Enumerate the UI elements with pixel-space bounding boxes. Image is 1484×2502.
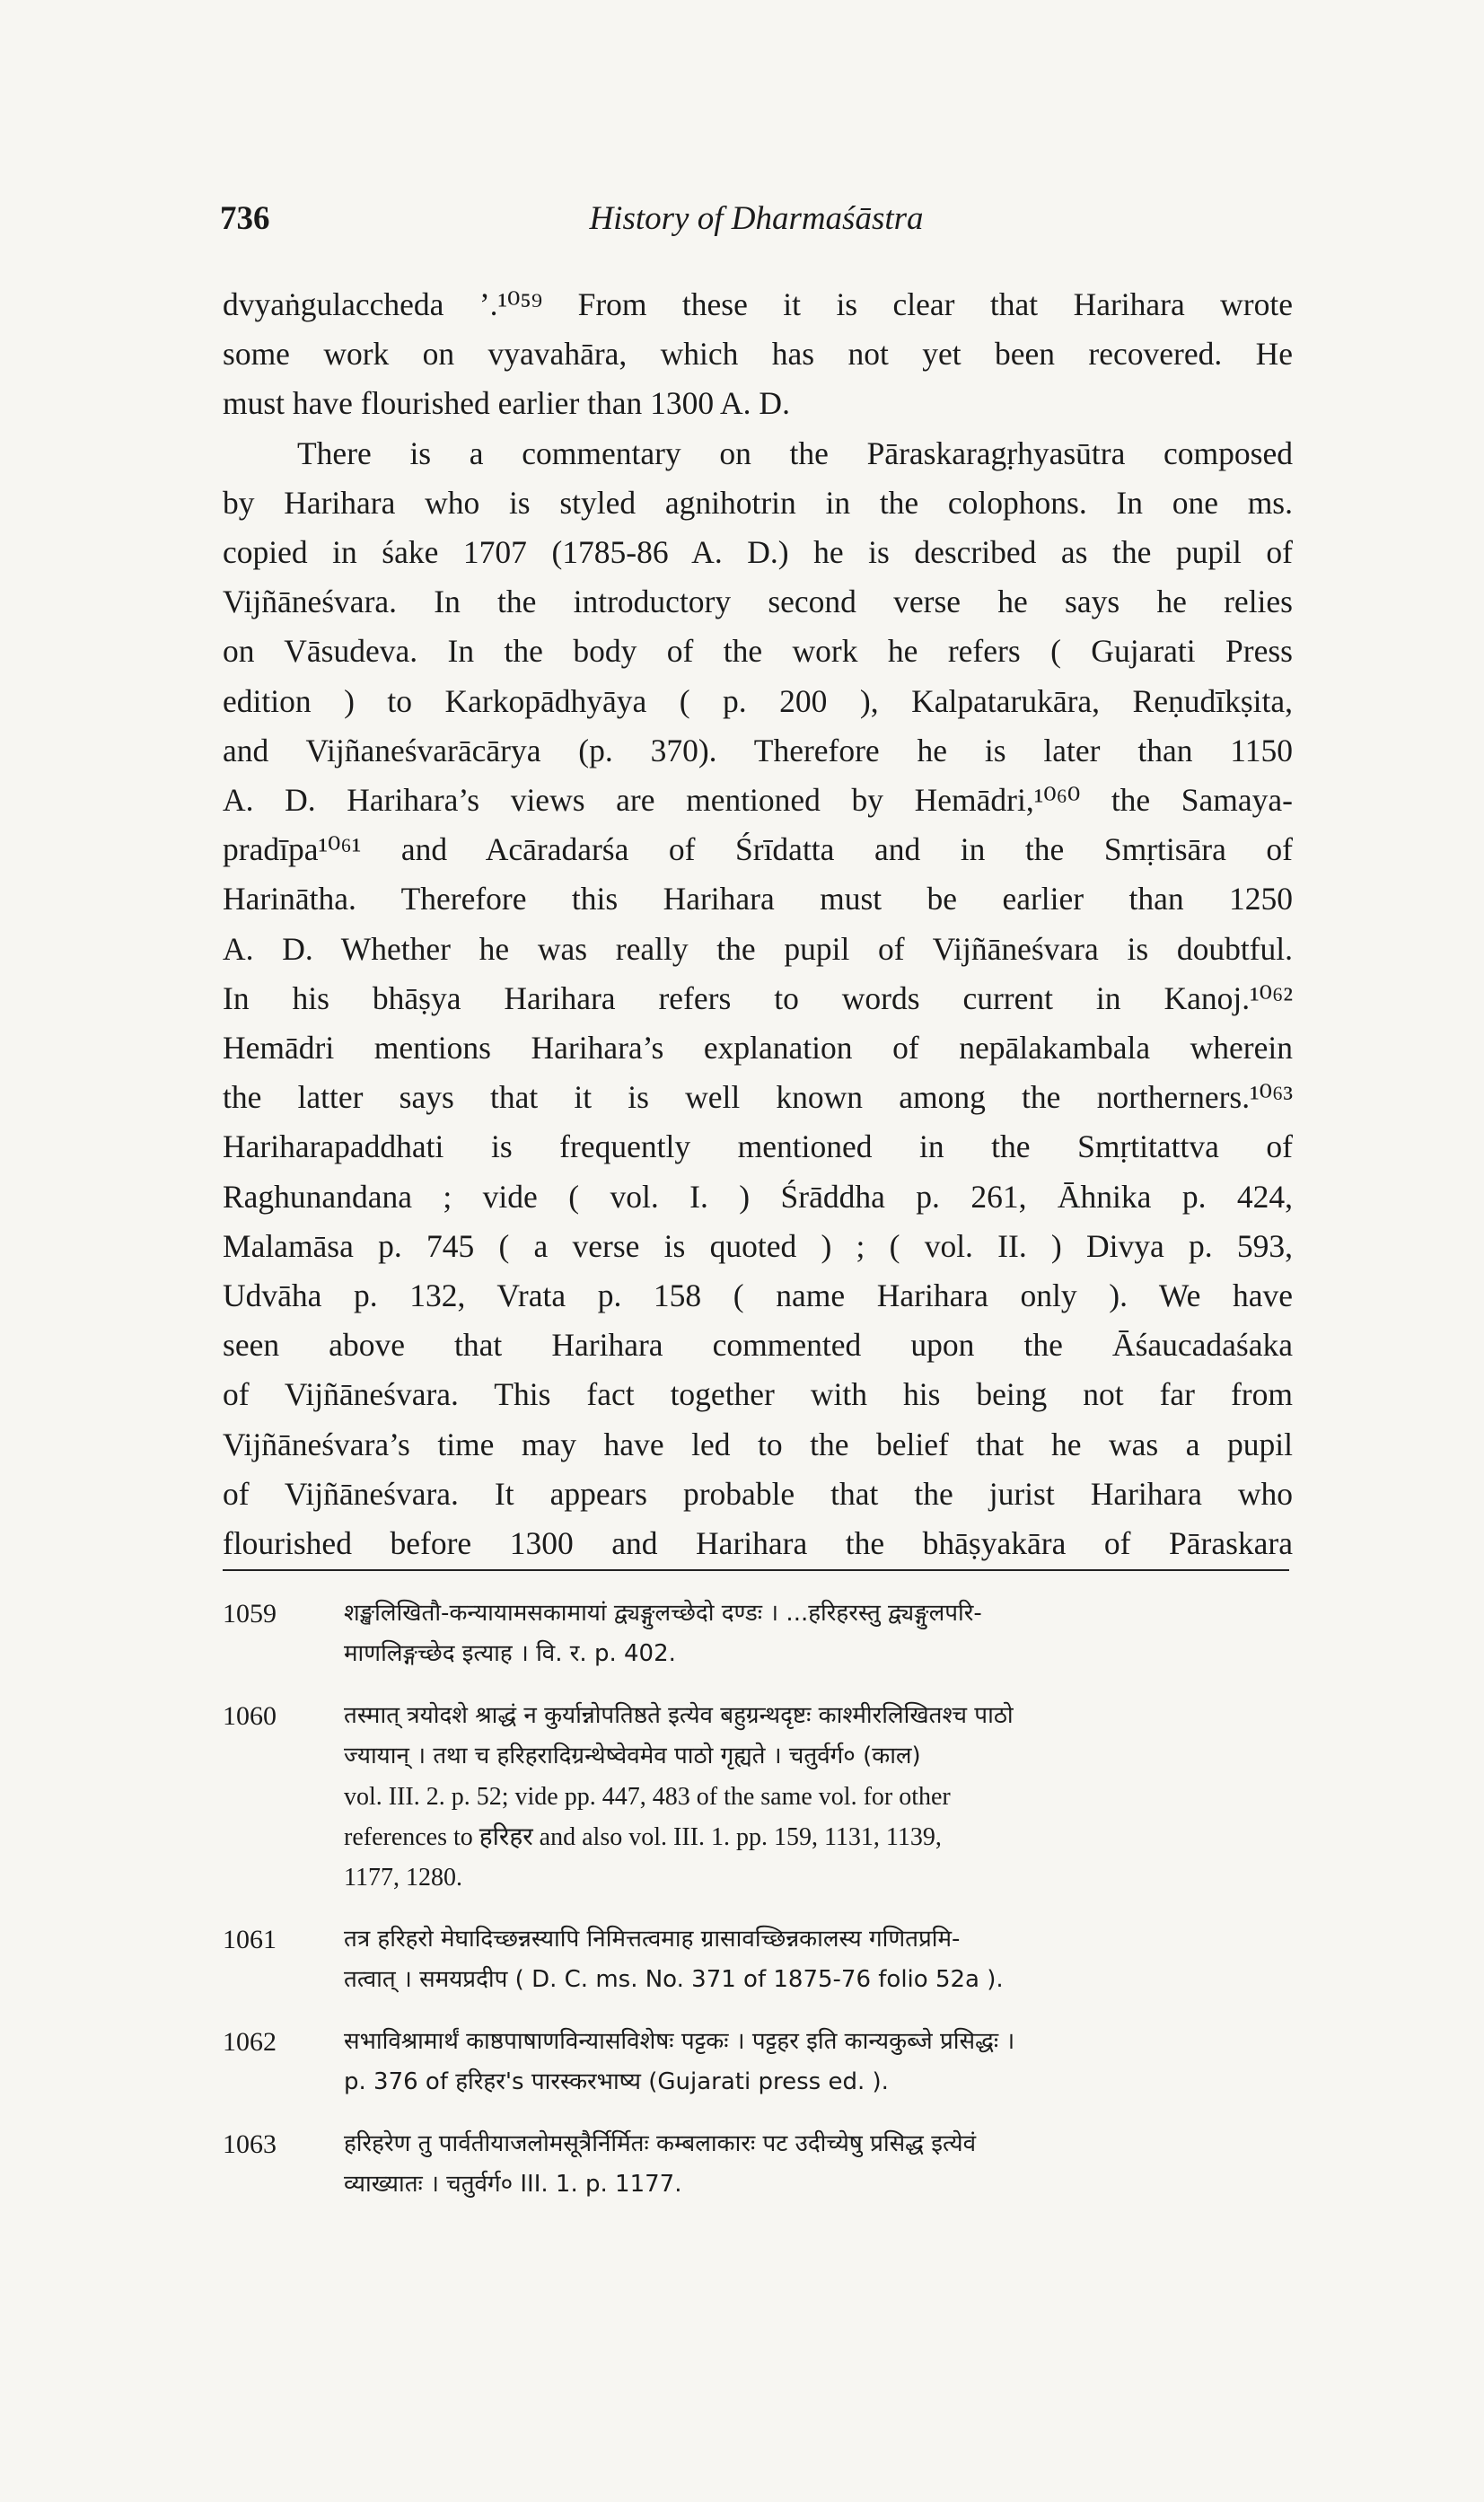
text-line: A. D. Harihara’s views are mentioned by Hemādri,¹⁰⁶⁰ the Samaya-: [223, 782, 1293, 819]
paragraph-1: [223, 280, 1293, 429]
text-line: flourished before 1300 and Harihara the bhāṣyakāra of Pāraskara: [223, 1525, 1293, 1562]
text-line: A. D. Whether he was really the pupil of Vijñāneśvara is doubtful.: [223, 930, 1293, 967]
footnote-1061: [223, 1919, 1293, 2000]
footnote-text: [344, 1919, 1293, 2000]
text-line: the latter says that it is well known among the northerners.¹⁰⁶³: [223, 1079, 1293, 1116]
footnote-line: माणलिङ्गच्छेद इत्याह । वि. र. p. 402.: [344, 1640, 676, 1667]
text-line: on Vāsudeva. In the body of the work he refers ( Gujarati Press: [223, 633, 1293, 670]
footnotes: [223, 1593, 1293, 2226]
text-line: some work on vyavahāra, which has not yet been recovered. He: [223, 336, 1293, 373]
footnote-divider: [223, 1569, 1289, 1571]
text-line: copied in śake 1707 (1785-86 A. D.) he is described as the pupil of: [223, 534, 1293, 571]
text-line: seen above that Harihara commented upon the Āśaucadaśaka: [223, 1327, 1293, 1364]
footnote-line: हरिहरेण तु पार्वतीयाजलोमसूत्रैर्निर्मितः कम्बलाकारः पट उदीच्येषु प्रसिद्ध इत्येवं: [344, 2130, 977, 2157]
footnote-text: [344, 1696, 1293, 1898]
footnote-line: व्याख्यातः । चतुर्वर्ग० III. 1. p. 1177.: [344, 2171, 682, 2198]
main-text: [223, 280, 1293, 1568]
paragraph-2: [223, 429, 1293, 1569]
page-number: 736: [220, 200, 270, 237]
footnote-line: references to हरिहर and also vol. III. 1. pp. 159, 1131, 1139,: [344, 1823, 942, 1851]
text-line: In his bhāṣya Harihara refers to words current in Kanoj.¹⁰⁶²: [223, 979, 1293, 1016]
footnote-text: [344, 2124, 1293, 2205]
text-line: must have flourished earlier than 1300 A. D.: [223, 385, 790, 422]
footnote-line: सभाविश्रामार्थं काष्ठपाषाणविन्यासविशेषः पट्टकः । पट्टहर इति कान्यकुब्जे प्रसिद्धः ।: [344, 2028, 1015, 2055]
text-line: Udvāha p. 132, Vrata p. 158 ( name Harihara only ). We have: [223, 1277, 1293, 1314]
footnote-line: ज्यायान् । तथा च हरिहरादिग्रन्थेष्वेवमेव पाठो गृह्यते । चतुर्वर्ग० (काल): [344, 1743, 921, 1769]
footnote-1062: [223, 2022, 1293, 2103]
text-line: Malamāsa p. 745 ( a verse is quoted ) ; ( vol. II. ) Divya p. 593,: [223, 1227, 1293, 1264]
footnote-line: vol. III. 2. p. 52; vide pp. 447, 483 of the same vol. for other: [344, 1783, 951, 1811]
footnote-line: 1177, 1280.: [344, 1864, 462, 1892]
running-title: History of Dharmaśāstra: [589, 200, 924, 237]
footnote-1063: [223, 2124, 1293, 2205]
footnote-line: शङ्खलिखितौ-कन्यायामसकामायां द्व्यङ्गुलच्छेदो दण्डः । ...हरिहरस्तु द्व्यङ्गुलपरि-: [344, 1600, 982, 1627]
text-line: Hariharapaddhati is frequently mentioned in the Smṛtitattva of: [223, 1128, 1293, 1165]
footnote-number: 1062: [223, 2027, 277, 2057]
text-line: of Vijñāneśvara. It appears probable that the jurist Harihara who: [223, 1475, 1293, 1512]
text-line: and Vijñaneśvarācārya (p. 370). Therefore he is later than 1150: [223, 732, 1293, 768]
footnote-line: तस्मात् त्रयोदशे श्राद्धं न कुर्यान्नोपतिष्ठते इत्येव बहुग्रन्थदृष्टः काश्मीरलिखितश्च पाठो: [344, 1702, 1014, 1729]
text-line: edition ) to Karkopādhyāya ( p. 200 ), Kalpatarukāra, Reṇudīkṣita,: [223, 682, 1293, 719]
text-line: Hemādri mentions Harihara’s explanation of nepālakambala wherein: [223, 1030, 1293, 1067]
footnote-1060: [223, 1696, 1293, 1898]
footnote-text: [344, 2022, 1293, 2103]
footnote-number: 1060: [223, 1701, 277, 1731]
footnote-number: 1059: [223, 1599, 277, 1628]
text-line: dvyaṅgulaccheda ’.¹⁰⁵⁹ From these it is clear that Harihara wrote: [223, 286, 1293, 322]
text-line: Raghunandana ; vide ( vol. I. ) Śrāddha p. 261, Āhnika p. 424,: [223, 1178, 1293, 1215]
text-line: There is a commentary on the Pāraskaragṛhyasūtra composed: [297, 435, 1293, 471]
footnote-text: [344, 1593, 1293, 1674]
footnote-line: p. 376 of हरिहर's पारस्करभाष्य (Gujarati press ed. ).: [344, 2068, 889, 2095]
text-line: of Vijñāneśvara. This fact together with his being not far from: [223, 1376, 1293, 1413]
text-line: Harinātha. Therefore this Harihara must be earlier than 1250: [223, 881, 1293, 917]
text-line: Vijñāneśvara’s time may have led to the belief that he was a pupil: [223, 1426, 1293, 1462]
page-header: [220, 199, 1293, 253]
text-line: by Harihara who is styled agnihotrin in the colophons. In one ms.: [223, 484, 1293, 521]
text-line: Vijñāneśvara. In the introductory second verse he says he relies: [223, 584, 1293, 620]
footnote-line: तत्र हरिहरो मेघादिच्छन्नस्यापि निमित्तत्वमाह ग्रासावच्छिन्नकालस्य गणितप्रमि-: [344, 1926, 961, 1953]
footnote-number: 1063: [223, 2129, 277, 2159]
footnote-line: तत्वात् । समयप्रदीप ( D. C. ms. No. 371 of 1875-76 folio 52a ).: [344, 1966, 1004, 1993]
text-line: pradīpa¹⁰⁶¹ and Acāradarśa of Śrīdatta and in the Smṛtisāra of: [223, 831, 1293, 868]
footnote-number: 1061: [223, 1925, 277, 1954]
footnote-1059: [223, 1593, 1293, 1674]
